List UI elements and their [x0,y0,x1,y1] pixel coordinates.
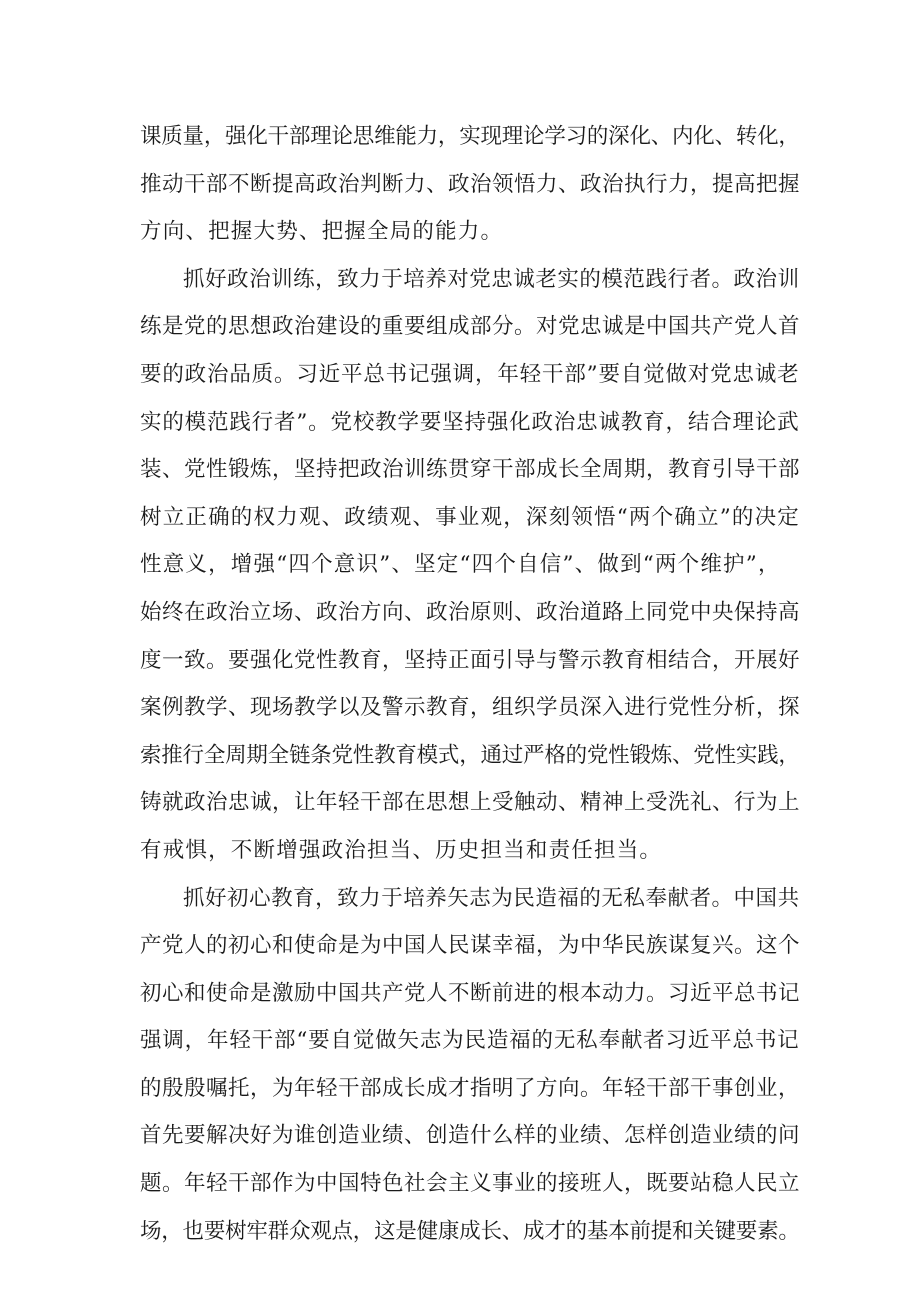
text-line: 的殷殷嘱托，为年轻干部成长成才指明了方向。年轻干部干事创业， [140,1075,801,1101]
text-line: 场，也要树牢群众观点，这是健康成长、成才的基本前提和关键要素。 [140,1218,800,1244]
paragraph-2 [140,256,800,875]
document-body [140,113,800,1255]
text-line: 树立正确的权力观、政绩观、事业观，深刻领悟“两个确立”的决定 [140,504,800,530]
text-line: 始终在政治立场、政治方向、政治原则、政治道路上同党中央保持高 [140,599,801,625]
text-line: 有戒惧，不断增强政治担当、历史担当和责任担当。 [140,837,663,863]
text-line: 度一致。要强化党性教育，坚持正面引导与警示教育相结合，开展好 [140,647,801,673]
text-line: 练是党的思想政治建设的重要组成部分。对党忠诚是中国共产党人首 [140,314,801,340]
text-line: 产党人的初心和使命是为中国人民谋幸福，为中华民族谋复兴。这个 [140,933,801,959]
text-line: 铸就政治忠诚，让年轻干部在思想上受触动、精神上受洗礼、行为上 [140,790,801,816]
text-line: 强调，年轻干部“要自觉做矢志为民造福的无私奉献者习近平总书记 [140,1028,800,1054]
text-line: 案例教学、现场教学以及警示教育，组织学员深入进行党性分析，探 [140,695,801,721]
text-line: 索推行全周期全链条党性教育模式，通过严格的党性锻炼、党性实践， [140,742,800,768]
text-line: 抓好政治训练，致力于培养对党忠诚老实的模范践行者。政治训 [183,266,800,292]
text-line: 推动干部不断提高政治判断力、政治领悟力、政治执行力，提高把握 [140,171,801,197]
text-line: 实的模范践行者”。党校教学要坚持强化政治忠诚教育，结合理论武 [140,409,800,435]
text-line: 首先要解决好为谁创造业绩、创造什么样的业绩、怎样创造业绩的问 [140,1123,801,1149]
text-line: 方向、把握大势、把握全局的能力。 [140,219,504,245]
text-line: 题。年轻干部作为中国特色社会主义事业的接班人，既要站稳人民立 [140,1171,801,1197]
text-line: 装、党性锻炼，坚持把政治训练贯穿干部成长全周期，教育引导干部 [140,457,801,483]
text-line: 性意义，增强“四个意识”、坚定“四个自信”、做到“两个维护”， [140,552,781,578]
text-line: 要的政治品质。习近平总书记强调，年轻干部”要自觉做对党忠诚老 [140,361,800,387]
paragraph-3 [140,875,800,1256]
paragraph-1 [140,113,800,256]
text-line: 抓好初心教育，致力于培养矢志为民造福的无私奉献者。中国共 [183,885,800,911]
text-line: 课质量，强化干部理论思维能力，实现理论学习的深化、内化、转化， [140,124,800,149]
text-line: 初心和使命是激励中国共产党人不断前进的根本动力。习近平总书记 [140,980,801,1006]
